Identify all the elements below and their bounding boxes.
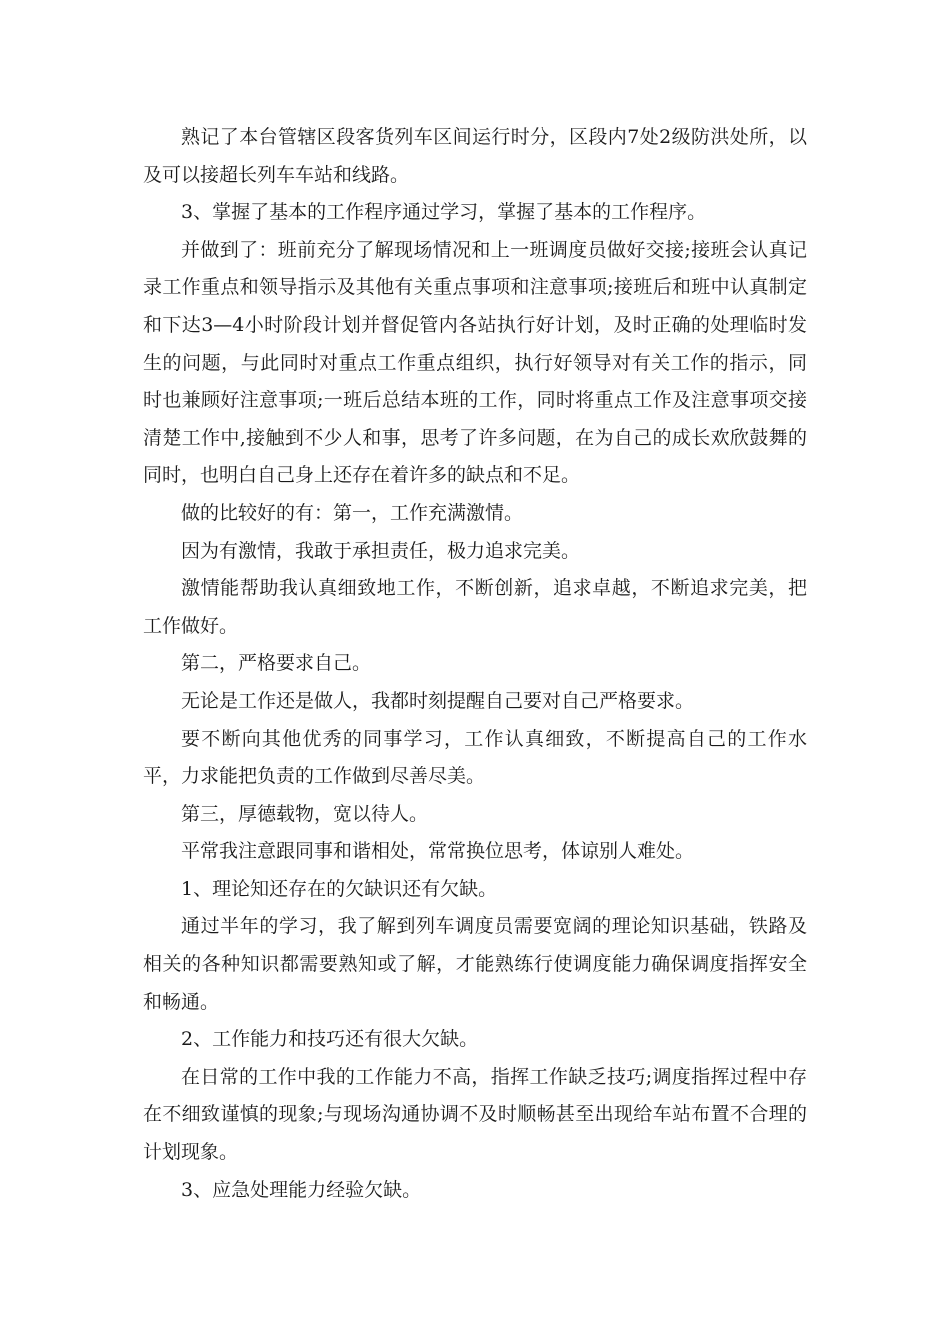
document-body bbox=[143, 119, 807, 1209]
paragraph-8: 无论是工作还是做人，我都时刻提醒自己要对自己严格要求。 bbox=[181, 689, 695, 712]
paragraph-10: 第三，厚德载物，宽以待人。 bbox=[181, 802, 429, 825]
paragraph-2: 3、掌握了基本的工作程序通过学习，掌握了基本的工作程序。 bbox=[181, 201, 707, 224]
paragraph-14: 2、工作能力和技巧还有很大欠缺。 bbox=[181, 1028, 479, 1051]
paragraph-4: 做的比较好的有：第一，工作充满激情。 bbox=[181, 501, 524, 524]
paragraph-5: 因为有激情，我敢于承担责任，极力追求完美。 bbox=[181, 539, 581, 562]
paragraph-16: 3、应急处理能力经验欠缺。 bbox=[181, 1178, 422, 1201]
paragraph-9: 要不断向其他优秀的同事学习，工作认真细致，不断提高自己的工作水平，力求能把负责的工作做到尽善尽美。 bbox=[143, 727, 807, 788]
paragraph-1: 熟记了本台管辖区段客货列车区间运行时分，区段内7处2级防洪处所，以及可以接超长列车车站和线路。 bbox=[143, 126, 807, 186]
paragraph-11: 平常我注意跟同事和谐相处，常常换位思考，体谅别人难处。 bbox=[181, 840, 695, 863]
paragraph-12: 1、理论知还存在的欠缺识还有欠缺。 bbox=[181, 877, 498, 900]
paragraph-3: 并做到了：班前充分了解现场情况和上一班调度员做好交接;接班会认真记录工作重点和领导指示及其他有关重点事项和注意事项;接班后和班中认真制定和下达3—4小时阶段计划并督促管内各站执行好计划，及时正确的处理临时发生的问题，与此同时对重点工作重点组织，执行好领导对有关工作的指示，同时也兼顾好注意事项;一班后总结本班的工作，同时将重点工作及注意事项交接清楚工作中,接触到不少人和事，思考了许多问题，在为自己的成长欢欣鼓舞的同时，也明白自己身上还存在着许多的缺点和不足。 bbox=[143, 238, 807, 487]
paragraph-13: 通过半年的学习，我了解到列车调度员需要宽阔的理论知识基础，铁路及相关的各种知识都需要熟知或了解，才能熟练行使调度能力确保调度指挥安全和畅通。 bbox=[143, 915, 807, 1013]
paragraph-6: 激情能帮助我认真细致地工作，不断创新，追求卓越，不断追求完美，把工作做好。 bbox=[143, 577, 807, 637]
paragraph-15: 在日常的工作中我的工作能力不高，指挥工作缺乏技巧;调度指挥过程中存在不细致谨慎的现象;与现场沟通协调不及时顺畅甚至出现给车站布置不合理的计划现象。 bbox=[143, 1065, 807, 1164]
paragraph-7: 第二，严格要求自己。 bbox=[181, 652, 372, 675]
